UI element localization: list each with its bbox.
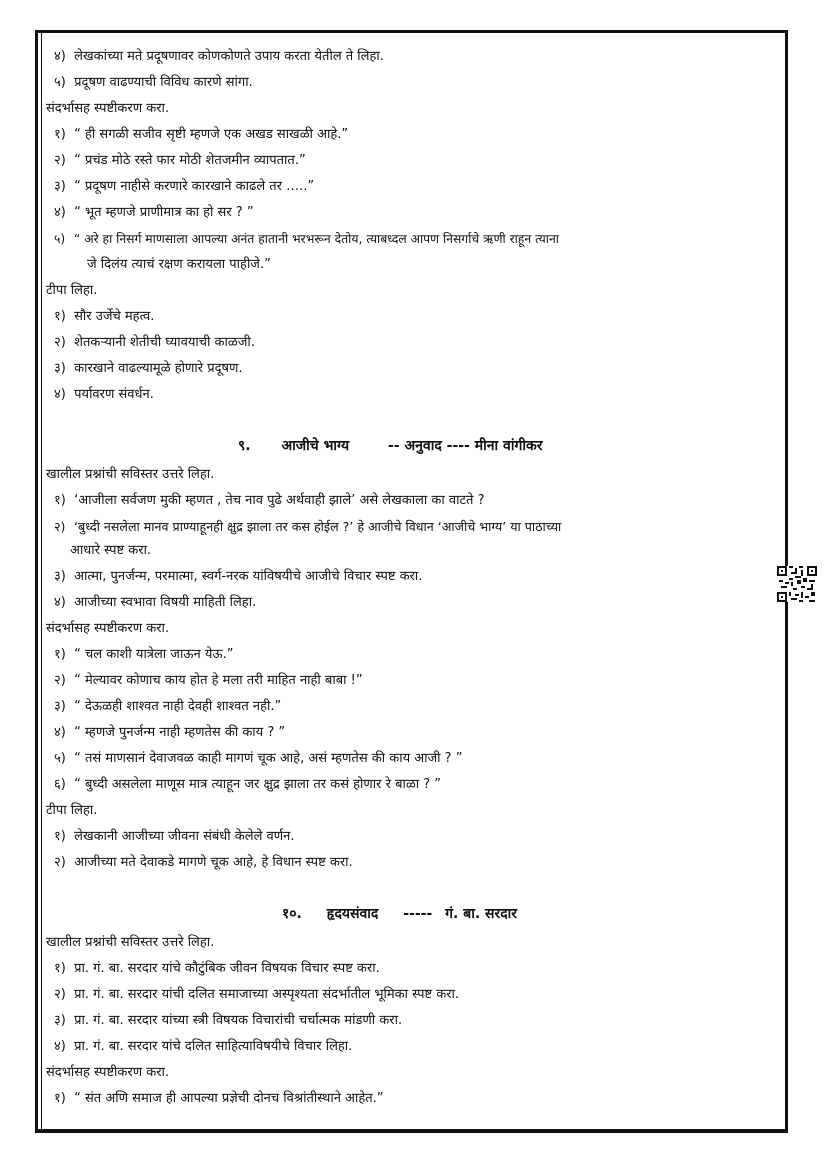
context-question: १) “ ही सगळी सजीव सृष्टी म्हणजे एक अखड साखळी आहे.” <box>54 127 349 142</box>
section-10-title <box>282 904 517 924</box>
note-item: १) लेखकानी आजीच्या जीवना संबंधी केलेले वर्णन. <box>54 829 295 844</box>
notes-heading: टीपा लिहा. <box>46 803 98 818</box>
long-answer-heading: खालील प्रश्नांची सविस्तर उत्तरे लिहा. <box>46 467 215 482</box>
long-answer-heading: खालील प्रश्नांची सविस्तर उत्तरे लिहा. <box>46 935 215 950</box>
context-question: २) “ मेल्यावर कोणाच काय होत हे मला तरी माहित नाही बाबा !” <box>54 673 363 688</box>
context-question: ४) “ भूत म्हणजे प्राणीमात्र का हो सर ? ” <box>54 205 254 220</box>
context-question: ६) “ बुध्दी असलेला माणूस मात्र त्याहून जर क्षुद्र झाला तर कसं होणार रे बाळा ? ” <box>54 777 442 792</box>
long-question: १) ‘आजीला सर्वजण मुकी म्हणत , तेच नाव पुढे अर्थवाही झाले’ असे लेखकाला का वाटते ? <box>54 493 485 508</box>
note-item: २) शेतकऱ्यानी शेतीची घ्यावयाची काळजी. <box>54 335 255 350</box>
long-question: २) ‘बुध्दी नसलेला मानव प्राण्याहूनही क्षुद्र झाला तर कस होईल ?’ हे आजीचे विधान ‘आजीचे भाग्य’ या पाठाच्या <box>54 519 562 534</box>
note-item: ३) कारखाने वाढल्यामूळे होणारे प्रदूषण. <box>54 361 243 376</box>
context-question: ५) “ अरे हा निसर्ग माणसाला आपल्या अनंत हातानी भरभरून देतोय, त्याबध्दल आपण निसर्गाचे ऋणी राहून त्याना <box>54 232 559 246</box>
long-question: ४) प्रा. गं. बा. सरदार यांचे दलित साहित्याविषयीचे विचार लिहा. <box>54 1039 353 1054</box>
context-heading: संदर्भासह स्पष्टीकरण करा. <box>46 621 170 636</box>
long-question-5: ५) प्रदूषण वाढण्याची विविध कारणे सांगा. <box>54 75 253 90</box>
note-item: ४) पर्यावरण संवर्धन. <box>54 387 154 402</box>
author-name: मीना वांगीकर <box>474 438 543 454</box>
note-item: १) सौर उर्जेचे महत्व. <box>54 309 155 324</box>
context-question: ५) “ तसं माणसानं देवाजवळ काही मागणं चूक आहे, असं म्हणतेस की काय आजी ? ” <box>54 751 463 766</box>
lesson-title: आजीचे भाग्य <box>281 438 350 454</box>
context-question: ३) “ देऊळही शाश्वत नाही देवही शाश्वत नही.” <box>54 699 282 714</box>
context-heading: संदर्भासह स्पष्टीकरण करा. <box>46 101 170 116</box>
context-question: १) “ चल काशी यात्रेला जाऊन येऊ.” <box>54 647 234 662</box>
context-question: ३) “ प्रदूषण नाहीसे करणारे कारखाने काढले तर …..” <box>54 179 315 194</box>
long-question: २) प्रा. गं. बा. सरदार यांची दलित समाजाच्या अस्पृश्यता संदर्भातील भूमिका स्पष्ट करा. <box>54 987 460 1002</box>
long-question-continuation: आधारे स्पष्ट करा. <box>70 543 152 558</box>
section-9-title <box>238 436 542 456</box>
title-separator: -- अनुवाद ---- <box>387 438 470 454</box>
long-question: ३) आत्मा, पुनर्जन्म, परमात्मा, स्वर्ग-नरक यांविषयीचे आजीचे विचार स्पष्ट करा. <box>54 569 423 584</box>
section-number: ९. <box>238 438 251 454</box>
lesson-title: हृदयसंवाद <box>326 906 379 922</box>
note-item: २) आजीच्या मते देवाकडे मागणे चूक आहे, हे विधान स्पष्ट करा. <box>54 855 353 870</box>
context-question-continuation: जे दिलंय त्याचं रक्षण करायला पाहीजे.” <box>87 257 271 272</box>
notes-heading: टीपा लिहा. <box>46 283 98 298</box>
long-question: १) प्रा. गं. बा. सरदार यांचे कौटुंबिक जीवन विषयक विचार स्पष्ट करा. <box>54 961 380 976</box>
context-question: २) “ प्रचंड मोठे रस्ते फार मोठी शेतजमीन व्यापतात.” <box>54 153 306 168</box>
context-heading: संदर्भासह स्पष्टीकरण करा. <box>46 1065 170 1080</box>
qr-code-icon[interactable] <box>777 566 817 602</box>
long-question: ३) प्रा. गं. बा. सरदार यांच्या स्त्री विषयक विचारांची चर्चात्मक मांडणी करा. <box>54 1013 403 1028</box>
long-question: ४) आजीच्या स्वभावा विषयी माहिती लिहा. <box>54 595 257 610</box>
long-question-4: ४) लेखकांच्या मते प्रदूषणावर कोणकोणते उपाय करता येतील ते लिहा. <box>54 49 384 64</box>
context-question: ४) “ म्हणजे पुनर्जन्म नाही म्हणतेस की काय ? ” <box>54 725 286 740</box>
author-name: गं. बा. सरदार <box>445 906 518 922</box>
title-separator: ----- <box>403 906 433 922</box>
section-number: १०. <box>282 906 302 922</box>
context-question: १) “ संत अणि समाज ही आपल्या प्रज्ञेची दोनच विश्रांतीस्थाने आहेत.” <box>54 1091 384 1106</box>
